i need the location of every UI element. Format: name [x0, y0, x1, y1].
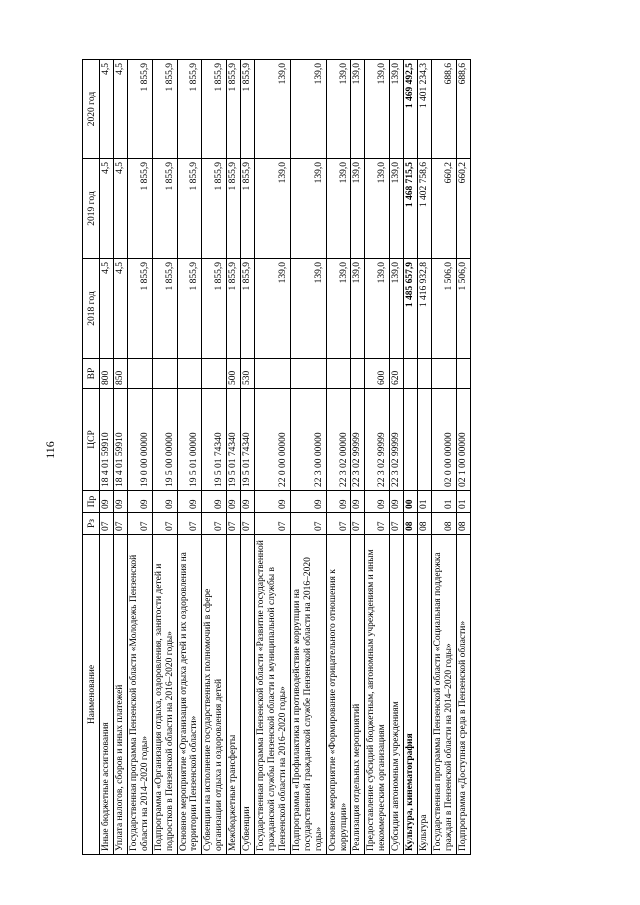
budget-table — [82, 59, 471, 855]
cell-2018: 4,5 — [113, 259, 127, 359]
table-body — [100, 60, 471, 855]
cell-2019: 139,0 — [351, 159, 365, 259]
cell-rz: 08 — [456, 513, 470, 535]
cell-2020: 139,0 — [255, 60, 291, 159]
cell-name: Уплата налогов, сборов и иных платежей — [113, 535, 127, 855]
cell-vr — [418, 359, 432, 389]
cell-2019: 4,5 — [113, 159, 127, 259]
cell-csr: 19 5 01 74340 — [202, 389, 227, 491]
cell-2020: 1 401 234,3 — [418, 60, 432, 159]
table-row — [326, 60, 351, 855]
cell-name: Предоставление субсидий бюджетным, автономным учреждениям и иным некоммерческим организациям — [365, 535, 390, 855]
budget-table-container — [82, 60, 572, 855]
cell-rz: 07 — [227, 513, 241, 535]
cell-csr: 19 0 00 00000 — [127, 389, 152, 491]
cell-2018: 139,0 — [255, 259, 291, 359]
header-rz: Рз — [83, 513, 100, 535]
table-row — [390, 60, 404, 855]
cell-csr: 19 5 01 74340 — [227, 389, 241, 491]
cell-pr: 09 — [326, 491, 351, 513]
cell-vr: 500 — [227, 359, 241, 389]
cell-2019: 1 855,9 — [152, 159, 177, 259]
cell-2020: 688,6 — [431, 60, 456, 159]
cell-pr: 09 — [127, 491, 152, 513]
cell-name: Основное мероприятие «Организация отдыха детей и их оздоровления на территории Пензенской области» — [177, 535, 202, 855]
cell-2019: 1 855,9 — [177, 159, 202, 259]
cell-vr — [202, 359, 227, 389]
header-2019: 2019 год — [83, 159, 100, 259]
cell-vr: 530 — [241, 359, 255, 389]
cell-2019: 1 855,9 — [241, 159, 255, 259]
cell-2020: 4,5 — [113, 60, 127, 159]
cell-vr — [290, 359, 326, 389]
cell-2020: 1 855,9 — [241, 60, 255, 159]
cell-csr: 22 3 00 00000 — [290, 389, 326, 491]
cell-2018: 1 506,0 — [456, 259, 470, 359]
cell-rz: 07 — [241, 513, 255, 535]
cell-rz: 08 — [418, 513, 432, 535]
cell-pr: 09 — [351, 491, 365, 513]
cell-csr: 22 3 02 99999 — [351, 389, 365, 491]
table-row — [365, 60, 390, 855]
cell-2018: 1 506,0 — [431, 259, 456, 359]
table-row — [456, 60, 470, 855]
cell-name: Подпрограмма «Доступная среда в Пензенской области» — [456, 535, 470, 855]
cell-pr: 09 — [290, 491, 326, 513]
cell-2019: 1 402 758,6 — [418, 159, 432, 259]
cell-vr — [127, 359, 152, 389]
cell-name: Основное мероприятие «Формирование отрицательного отношения к коррупции» — [326, 535, 351, 855]
cell-csr: 22 0 00 00000 — [255, 389, 291, 491]
cell-rz: 07 — [202, 513, 227, 535]
cell-csr — [418, 389, 432, 491]
cell-2018: 4,5 — [100, 259, 114, 359]
cell-pr: 09 — [100, 491, 114, 513]
table-row — [202, 60, 227, 855]
cell-2020: 139,0 — [390, 60, 404, 159]
rotated-page — [82, 60, 572, 855]
cell-rz: 08 — [431, 513, 456, 535]
cell-pr: 09 — [202, 491, 227, 513]
table-row — [351, 60, 365, 855]
cell-name: Субвенции — [241, 535, 255, 855]
table-row — [431, 60, 456, 855]
cell-csr: 02 0 00 00000 — [431, 389, 456, 491]
table-row — [152, 60, 177, 855]
cell-2019: 139,0 — [326, 159, 351, 259]
table-header-row — [83, 60, 100, 855]
cell-rz: 07 — [351, 513, 365, 535]
cell-vr: 620 — [390, 359, 404, 389]
cell-rz: 07 — [100, 513, 114, 535]
cell-2020: 1 855,9 — [177, 60, 202, 159]
cell-pr: 09 — [227, 491, 241, 513]
header-pr: Пр — [83, 491, 100, 513]
table-row — [100, 60, 114, 855]
cell-2019: 139,0 — [255, 159, 291, 259]
cell-vr: 600 — [365, 359, 390, 389]
cell-2019: 4,5 — [100, 159, 114, 259]
cell-csr: 22 3 02 99999 — [390, 389, 404, 491]
cell-vr: 800 — [100, 359, 114, 389]
cell-pr: 09 — [390, 491, 404, 513]
cell-name: Субвенции на исполнение государственных полномочий в сфере организации отдыха и оздоровления детей — [202, 535, 227, 855]
cell-vr: 850 — [113, 359, 127, 389]
cell-2019: 1 855,9 — [227, 159, 241, 259]
cell-2019: 660,2 — [456, 159, 470, 259]
cell-2018: 139,0 — [290, 259, 326, 359]
cell-2019: 1 468 715,5 — [404, 159, 418, 259]
cell-csr: 19 5 01 00000 — [177, 389, 202, 491]
cell-vr — [456, 359, 470, 389]
cell-vr — [351, 359, 365, 389]
cell-csr: 02 1 00 00000 — [456, 389, 470, 491]
cell-2020: 4,5 — [100, 60, 114, 159]
cell-rz: 07 — [113, 513, 127, 535]
cell-2018: 139,0 — [390, 259, 404, 359]
header-name: Наименование — [83, 535, 100, 855]
cell-csr: 18 4 01 59910 — [113, 389, 127, 491]
cell-pr: 09 — [255, 491, 291, 513]
cell-pr: 09 — [365, 491, 390, 513]
cell-2020: 139,0 — [365, 60, 390, 159]
cell-2020: 139,0 — [326, 60, 351, 159]
cell-2018: 139,0 — [326, 259, 351, 359]
cell-2018: 1 855,9 — [227, 259, 241, 359]
cell-2020: 139,0 — [290, 60, 326, 159]
cell-pr: 01 — [418, 491, 432, 513]
cell-name: Реализация отдельных мероприятий — [351, 535, 365, 855]
cell-name: Иные бюджетные ассигнования — [100, 535, 114, 855]
cell-2020: 688,6 — [456, 60, 470, 159]
header-2018: 2018 год — [83, 259, 100, 359]
cell-2018: 1 855,9 — [241, 259, 255, 359]
cell-2020: 1 855,9 — [127, 60, 152, 159]
cell-rz: 07 — [365, 513, 390, 535]
cell-vr — [255, 359, 291, 389]
cell-name: Государственная программа Пензенской области «Молодежь Пензенской области на 2014–2020 годы» — [127, 535, 152, 855]
cell-2020: 1 469 492,5 — [404, 60, 418, 159]
cell-rz: 07 — [177, 513, 202, 535]
cell-2019: 660,2 — [431, 159, 456, 259]
cell-vr — [177, 359, 202, 389]
cell-pr: 09 — [177, 491, 202, 513]
table-row — [418, 60, 432, 855]
cell-vr — [431, 359, 456, 389]
cell-name: Межбюджетные трансферты — [227, 535, 241, 855]
cell-csr: 19 5 01 74340 — [241, 389, 255, 491]
cell-2018: 1 485 657,9 — [404, 259, 418, 359]
cell-name: Культура — [418, 535, 432, 855]
cell-2020: 1 855,9 — [152, 60, 177, 159]
cell-name: Подпрограмма «Профилактика и противодействие коррупции на государственной гражданской службе Пензенской области на 2016–2020 годы» — [290, 535, 326, 855]
cell-2018: 1 855,9 — [127, 259, 152, 359]
cell-rz: 07 — [326, 513, 351, 535]
cell-2018: 1 416 932,8 — [418, 259, 432, 359]
cell-rz: 08 — [404, 513, 418, 535]
cell-2018: 1 855,9 — [202, 259, 227, 359]
cell-rz: 07 — [127, 513, 152, 535]
cell-2020: 1 855,9 — [202, 60, 227, 159]
cell-2018: 1 855,9 — [177, 259, 202, 359]
cell-rz: 07 — [290, 513, 326, 535]
cell-name: Культура, кинематография — [404, 535, 418, 855]
cell-csr: 22 3 02 99999 — [365, 389, 390, 491]
cell-2019: 139,0 — [390, 159, 404, 259]
cell-name: Субсидии автономным учреждениям — [390, 535, 404, 855]
table-row — [113, 60, 127, 855]
cell-2020: 139,0 — [351, 60, 365, 159]
cell-vr — [326, 359, 351, 389]
cell-name: Государственная программа Пензенской области «Социальная поддержка граждан в Пензенской области на 2014–2020 годы» — [431, 535, 456, 855]
cell-2018: 139,0 — [351, 259, 365, 359]
cell-csr: 19 5 00 00000 — [152, 389, 177, 491]
cell-csr: 22 3 02 00000 — [326, 389, 351, 491]
cell-csr: 18 4 01 59910 — [100, 389, 114, 491]
cell-pr: 00 — [404, 491, 418, 513]
cell-2019: 1 855,9 — [202, 159, 227, 259]
cell-name: Государственная программа Пензенской области «Развитие государственной гражданской службы Пензенской области и муниципальной службы в Пензенской области на 2016–2020 годы» — [255, 535, 291, 855]
cell-pr: 09 — [113, 491, 127, 513]
page-number: 116 — [42, 441, 57, 459]
cell-pr: 01 — [431, 491, 456, 513]
table-row — [127, 60, 152, 855]
cell-2018: 1 855,9 — [152, 259, 177, 359]
cell-2019: 139,0 — [365, 159, 390, 259]
cell-2020: 1 855,9 — [227, 60, 241, 159]
cell-vr — [404, 359, 418, 389]
cell-rz: 07 — [255, 513, 291, 535]
header-vr: ВР — [83, 359, 100, 389]
table-row — [290, 60, 326, 855]
cell-pr: 01 — [456, 491, 470, 513]
cell-pr: 09 — [241, 491, 255, 513]
cell-rz: 07 — [152, 513, 177, 535]
header-2020: 2020 год — [83, 60, 100, 159]
header-csr: ЦСР — [83, 389, 100, 491]
cell-rz: 07 — [390, 513, 404, 535]
table-row — [227, 60, 241, 855]
cell-name: Подпрограмма «Организация отдыха, оздоровления, занятости детей и подростков в Пензенской области на 2016–2020 годы» — [152, 535, 177, 855]
cell-2019: 139,0 — [290, 159, 326, 259]
cell-vr — [152, 359, 177, 389]
cell-2019: 1 855,9 — [127, 159, 152, 259]
cell-pr: 09 — [152, 491, 177, 513]
table-row — [255, 60, 291, 855]
table-row — [404, 60, 418, 855]
table-row — [177, 60, 202, 855]
cell-csr — [404, 389, 418, 491]
cell-2018: 139,0 — [365, 259, 390, 359]
table-row — [241, 60, 255, 855]
